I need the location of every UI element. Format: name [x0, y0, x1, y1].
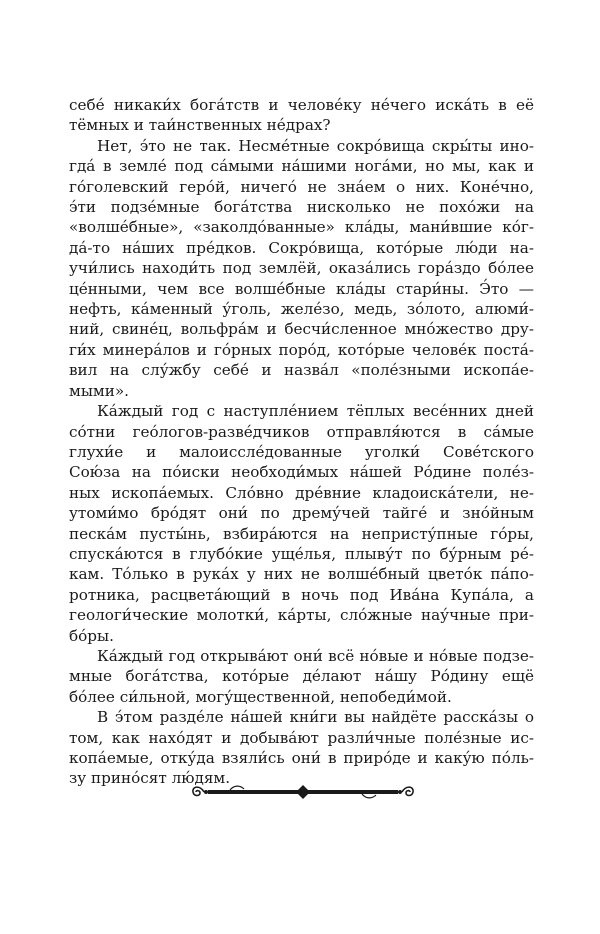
text-line: це́нными, чем все волше́бные кла́ды стари́ны. Э́то — [69, 279, 534, 298]
text-line: со́тни гео́логов-разве́дчиков отправля́ются в са́мые [69, 422, 534, 441]
text-line: том, как нахо́дят и добыва́ют разли́чные поле́зные ис- [69, 728, 534, 747]
text-line: э́ти подзе́мные бога́тства нисколько не похо́жи на [69, 198, 534, 217]
paragraph-1 [69, 95, 534, 136]
text-line: мыми». [69, 381, 129, 400]
text-line: копа́емые, отку́да взяли́сь они́ в приро́де и каку́ю по́ль- [69, 749, 534, 767]
text-line: ний, свине́ц, вольфра́м и бесчи́сленное мно́жество дру- [69, 320, 534, 339]
text-line: ги́х минера́лов и го́рных поро́д, кото́рые челове́к поста́- [69, 340, 534, 359]
text-line: гда́ в земле́ под са́мыми на́шими нога́ми, но мы, как и [69, 157, 534, 176]
paragraph-5 [69, 707, 534, 789]
text-line: ротника, расцвета́ющий в ночь под Ива́на Купа́ла, а [69, 585, 534, 604]
text-line: геологи́ческие молотки́, ка́рты, сло́жные нау́чные при- [69, 606, 534, 625]
text-line: песка́м пусты́нь, взбира́ются на непристу́пные го́ры, [69, 524, 534, 543]
text-line: Нет, э́то не так. Несме́тные сокро́вища скры́ты ино- [97, 136, 534, 155]
text-line: кам. То́лько в рука́х у них не волше́бный цвето́к па́по- [69, 565, 534, 584]
text-line: зу прино́сят лю́дям. [69, 769, 231, 788]
text-line: спуска́ются в глубо́кие уще́лья, плыву́т по бу́рным ре́- [69, 544, 534, 563]
text-line: себе́ никаки́х бога́тств и челове́ку не́чего иска́ть в её [69, 96, 534, 114]
decorative-divider-ornament [190, 781, 416, 803]
text-line: да́-то на́ших пре́дков. Сокро́вища, кото́рые лю́ди на- [69, 238, 534, 257]
text-line: тёмных и таи́нственных не́драх? [69, 116, 331, 135]
text-line: нефть, ка́менный у́голь, желе́зо, медь, зо́лото, алюми́- [69, 300, 534, 319]
text-line: Ка́ждый год открыва́ют они́ всё но́вые и но́вые подзе- [97, 646, 534, 665]
text-line: Сою́за на по́иски необходи́мых на́шей Ро́дине поле́з- [69, 463, 534, 482]
paragraph-2 [69, 136, 534, 401]
text-line: «волше́бные», «заколдо́ванные» кла́ды, мани́вшие ко́г- [69, 218, 534, 237]
text-line: утоми́мо бро́дят они́ по дрему́чей тайге́ и зно́йным [69, 504, 534, 523]
text-line: бо́лее си́льной, могу́щественной, непобеди́мой. [69, 687, 452, 706]
text-line: глухи́е и малоиссле́дованные уголки́ Сове́тского [69, 442, 534, 461]
text-line: Ка́ждый год с наступле́нием тёплых весе́нних дней [97, 402, 534, 421]
text-line: мные бога́тства, кото́рые де́лают на́шу Ро́дину ещё [69, 667, 534, 686]
text-line: учи́лись находи́ть под землёй, оказа́лись гора́здо бо́лее [69, 259, 534, 278]
body-text [69, 95, 534, 789]
text-line: бо́ры. [69, 626, 114, 645]
paragraph-4 [69, 646, 534, 707]
paragraph-3 [69, 401, 534, 646]
text-line: В э́том разде́ле на́шей кни́ги вы найдёте расска́зы о [97, 708, 534, 727]
text-line: го́голевский геро́й, ничего́ не зна́ем о них. Коне́чно, [69, 177, 534, 196]
text-line: вил на слу́жбу себе́ и назва́л «поле́зными ископа́е- [69, 361, 534, 380]
text-line: ных ископа́емых. Сло́вно дре́вние кладоиска́тели, не- [69, 483, 534, 502]
